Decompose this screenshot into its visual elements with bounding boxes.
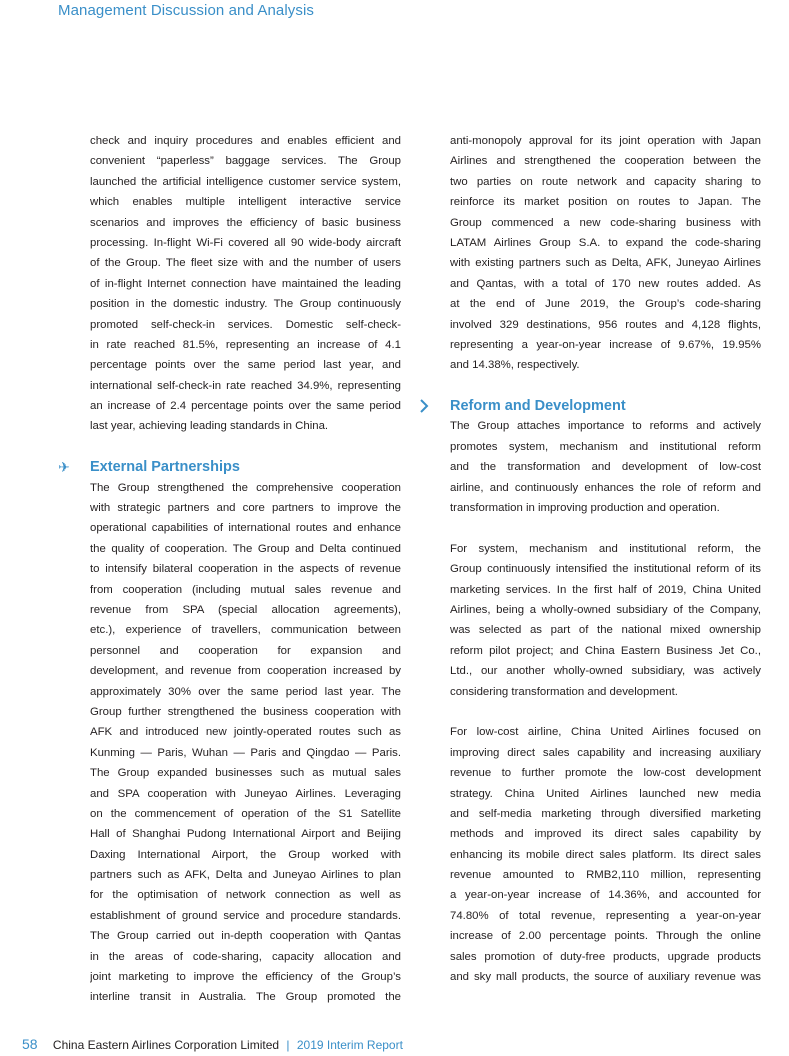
text-line: international self-check-in rate reached 34.9%, representing [90, 379, 401, 392]
section-heading-external-partnerships [58, 457, 401, 477]
text-line: with existing partners such as Delta, AFK, Juneyao Airlines [450, 257, 761, 270]
text-line: The Group strengthened the comprehensive cooperation [90, 481, 401, 494]
text-line: Group further strengthened the business cooperation with [90, 705, 401, 718]
text-line: promoted self-check-in services. Domestic self-check- [90, 318, 401, 331]
text-line: operational capabilities of international routes and enhance [90, 522, 401, 535]
text-line: The Group carried out in-depth cooperation with Qantas [90, 930, 401, 943]
text-line: last year, achieving leading standards in China. [90, 420, 329, 433]
text-line: promotes system, mechanism and institutional reform [450, 440, 761, 453]
text-line: Ltd., our another wholly-owned subsidiary, was actively [450, 665, 761, 678]
chevron-right-icon [416, 396, 432, 416]
text-line: etc.), experience of travellers, communication between [90, 624, 401, 637]
text-line: for the optimisation of network connection as well as [90, 889, 401, 902]
text-line: and self-media marketing through diversified marketing [450, 807, 761, 820]
text-line: joint marketing to improve the efficiency of the Group’s [90, 971, 401, 984]
text-line: increase of 2.00 percentage points. Through the online [450, 930, 761, 943]
section-heading-reform-development [450, 396, 761, 416]
text-line: of the Group. The fleet size with and the number of users [90, 257, 401, 270]
text-line: For low-cost airline, China United Airlines focused on [450, 726, 761, 739]
text-line: LATAM Airlines Group S.A. to expand the code-sharing [450, 236, 761, 249]
text-line: at the end of June 2019, the Group’s code-sharing [450, 298, 761, 311]
text-line: revenue amounted to RMB2,110 million, representing [450, 869, 761, 882]
text-line: methods and improved its direct sales capability by [450, 828, 761, 841]
reform-paragraph-2 [450, 539, 761, 702]
text-line: improving direct sales capability and increasing auxiliary [450, 746, 761, 759]
text-line: was selected as part of the national mixed ownership [450, 624, 761, 637]
text-line: partners such as AFK, Delta and Juneyao Airlines to plan [90, 869, 401, 882]
text-line: anti-monopoly approval for its joint operation with Japan [450, 135, 761, 147]
text-line: The Group attaches importance to reforms and actively [450, 420, 761, 433]
text-line: and sky mall products, the source of auxiliary revenue was [450, 971, 761, 984]
text-line: an increase of 2.4 percentage points over the same period [90, 400, 401, 413]
footer-company-name: China Eastern Airlines Corporation Limited [52, 1038, 280, 1052]
text-line: two parties on route network and capacity sharing to [450, 175, 761, 188]
footer-report-title: 2019 Interim Report [296, 1038, 403, 1052]
text-line: a year-on-year increase of 14.36%, and accounted for [450, 889, 761, 902]
page-header-title: Management Discussion and Analysis [58, 2, 315, 19]
text-line: strategy. China United Airlines launched new media [450, 787, 761, 800]
text-line: development, and revenue from cooperation increased by [90, 665, 401, 678]
page-footer [22, 1036, 403, 1052]
text-line: For system, mechanism and institutional reform, the [450, 542, 761, 555]
reform-paragraph-3 [450, 722, 761, 987]
text-line: and the transformation and development of low-cost [450, 461, 761, 474]
right-intro-paragraph [450, 131, 761, 376]
text-line: AFK and introduced new jointly-operated routes such as [90, 726, 401, 739]
text-line: which enables multiple intelligent interactive service [90, 196, 401, 209]
text-line: 74.80% of total revenue, representing a year-on-year [450, 909, 761, 922]
footer-separator: | [286, 1038, 290, 1052]
text-line: involved 329 destinations, 956 routes and 4,128 flights, [450, 318, 761, 331]
text-line: revenue to further promote the low-cost development [450, 767, 761, 780]
text-line: Airlines, being a wholly-owned subsidiary of the Company, [450, 603, 761, 616]
text-line: on the commencement of operation of the S1 Satellite [90, 807, 401, 820]
text-line: to intensify bilateral cooperation in the aspects of revenue [90, 563, 401, 576]
text-line: processing. In-flight Wi-Fi covered all 90 wide-body aircraft [90, 236, 401, 249]
text-line: in the areas of code-sharing, capacity allocation and [90, 950, 401, 963]
page-number: 58 [22, 1036, 38, 1052]
text-line: in rate reached 81.5%, representing an increase of 4.1 [90, 338, 401, 351]
text-line: representing a year-on-year increase of 9.67%, 19.95% [450, 338, 761, 351]
text-line: airline, and continuously enhances the role of reform and [450, 481, 761, 494]
text-line: launched the artificial intelligence customer service system, [90, 175, 401, 188]
external-partnerships-heading: External Partnerships [90, 459, 240, 476]
text-line: reinforce its market position on routes to Japan. The [450, 196, 761, 209]
text-line: The Group expanded businesses such as mutual sales [90, 767, 401, 780]
text-line: from cooperation (including mutual sales revenue and [90, 583, 401, 596]
reform-development-heading: Reform and Development [450, 398, 626, 415]
text-line: with strategic partners and core partners to improve the [90, 502, 401, 515]
text-line: Kunming — Paris, Wuhan — Paris and Qingdao — Paris. [90, 746, 401, 759]
text-line: enhancing its mobile direct sales platform. Its direct sales [450, 848, 761, 861]
text-line: marketing services. In the first half of 2019, China United [450, 583, 761, 596]
text-line: and Qantas, with a total of 170 new routes added. As [450, 277, 761, 290]
text-line: and 14.38%, respectively. [450, 359, 580, 372]
text-line: Group continuously intensified the institutional reform of its [450, 563, 761, 576]
text-line: convenient “paperless” baggage services. The Group [90, 155, 401, 168]
text-line: check and inquiry procedures and enables efficient and [90, 135, 401, 147]
text-line: the quality of cooperation. The Group and Delta continued [90, 542, 401, 555]
reform-paragraph-1 [450, 416, 761, 518]
airplane-icon: ✈ [58, 459, 70, 476]
text-line: of in-flight Internet connection have maintained the leading [90, 277, 401, 290]
external-partnerships-paragraph [90, 478, 401, 1008]
right-column [450, 131, 761, 987]
text-line: interline transit in Australia. The Group promoted the [90, 991, 401, 1004]
text-line: scenarios and improves the efficiency of basic business [90, 216, 401, 229]
text-line: revenue from SPA (special allocation agreements), [90, 603, 401, 616]
text-line: Daxing International Airport, the Group worked with [90, 848, 401, 861]
text-line: Hall of Shanghai Pudong International Airport and Beijing [90, 828, 401, 841]
left-column [58, 131, 401, 1008]
text-line: transformation in improving production and operation. [450, 502, 720, 515]
text-line: percentage points over the same period last year, and [90, 359, 401, 372]
text-line: reform pilot project; and China Eastern Business Jet Co., [450, 644, 761, 657]
text-line: considering transformation and development. [450, 685, 678, 698]
text-line: approximately 30% over the same period last year. The [90, 685, 401, 698]
left-intro-paragraph [90, 131, 401, 437]
text-line: Airlines and strengthened the cooperation between the [450, 155, 761, 168]
text-line: Group commenced a new code-sharing business with [450, 216, 761, 229]
text-line: personnel and cooperation for expansion and [90, 644, 401, 657]
text-line: position in the domestic industry. The Group continuously [90, 298, 401, 311]
text-line: sales promotion of duty-free products, upgrade products [450, 950, 761, 963]
text-line: establishment of ground service and procedure standards. [90, 909, 401, 922]
text-line: and SPA cooperation with Juneyao Airlines. Leveraging [90, 787, 401, 800]
